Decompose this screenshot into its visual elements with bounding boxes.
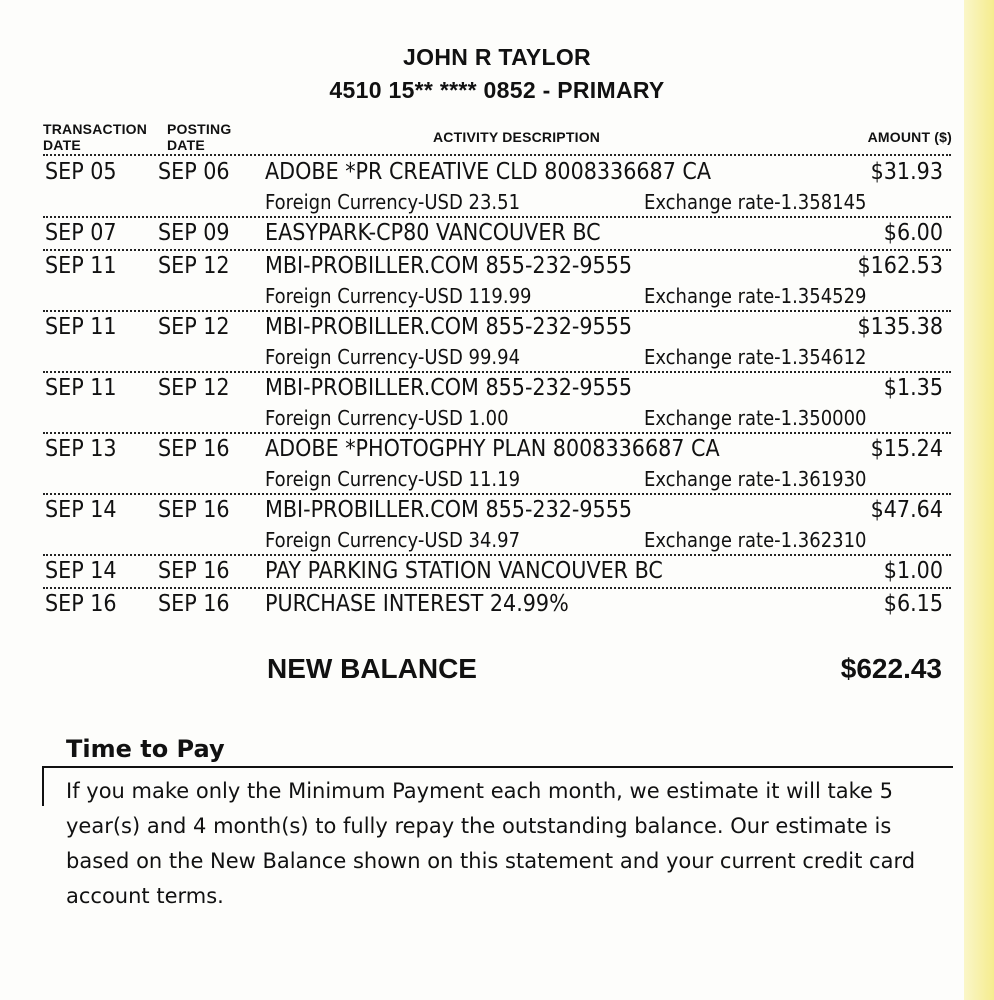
amount: $6.00 bbox=[883, 220, 943, 246]
transaction-row bbox=[0, 434, 994, 495]
transaction-date: SEP 14 bbox=[45, 558, 117, 584]
transaction-main-line bbox=[0, 218, 994, 251]
time-to-pay-text: If you make only the Minimum Payment each month, we estimate it will take 5 year(s) and 4 month(s) to fully repay the outstanding balance. Our estimate is based on the New Balance shown on this statement and your current credit card account terms. bbox=[66, 779, 916, 908]
time-to-pay-title: Time to Pay bbox=[66, 735, 225, 763]
new-balance-amount: $622.43 bbox=[840, 653, 942, 684]
foreign-currency-line bbox=[0, 190, 994, 218]
amount: $162.53 bbox=[857, 253, 943, 279]
foreign-currency: Foreign Currency-USD 119.99 bbox=[265, 284, 532, 308]
transaction-date: SEP 14 bbox=[45, 497, 117, 523]
transaction-main-line bbox=[0, 157, 994, 190]
posting-date: SEP 16 bbox=[158, 436, 230, 462]
amount: $15.24 bbox=[870, 436, 943, 462]
posting-date: SEP 12 bbox=[158, 253, 230, 279]
activity-description: PAY PARKING STATION VANCOUVER BC bbox=[265, 558, 663, 584]
header-divider bbox=[43, 154, 951, 156]
header-text: TRANSACTION bbox=[43, 121, 148, 137]
transaction-row bbox=[0, 251, 994, 312]
foreign-currency-line bbox=[0, 528, 994, 556]
foreign-currency: Foreign Currency-USD 99.94 bbox=[265, 345, 521, 369]
transaction-main-line bbox=[0, 495, 994, 528]
posting-date: SEP 16 bbox=[158, 497, 230, 523]
amount: $6.15 bbox=[883, 591, 943, 617]
activity-description: MBI-PROBILLER.COM 855-232-9555 bbox=[265, 314, 633, 340]
exchange-rate: Exchange rate-1.361930 bbox=[644, 467, 867, 491]
column-header-posting-date bbox=[167, 121, 231, 153]
transaction-main-line bbox=[0, 434, 994, 467]
transaction-date: SEP 11 bbox=[45, 253, 117, 279]
transaction-row bbox=[0, 373, 994, 434]
header-text: DATE bbox=[43, 137, 81, 153]
transaction-list bbox=[0, 157, 994, 622]
transaction-main-line bbox=[0, 589, 994, 622]
cardholder-name: JOHN R TAYLOR bbox=[403, 44, 591, 70]
transaction-row bbox=[0, 495, 994, 556]
activity-description: ADOBE *PR CREATIVE CLD 8008336687 CA bbox=[265, 159, 712, 185]
activity-description: MBI-PROBILLER.COM 855-232-9555 bbox=[265, 253, 633, 279]
new-balance-label: NEW BALANCE bbox=[267, 653, 477, 684]
transaction-date: SEP 16 bbox=[45, 591, 117, 617]
amount: $135.38 bbox=[857, 314, 943, 340]
posting-date: SEP 16 bbox=[158, 591, 230, 617]
amount: $47.64 bbox=[870, 497, 943, 523]
foreign-currency: Foreign Currency-USD 1.00 bbox=[265, 406, 509, 430]
time-to-pay-bracket bbox=[42, 766, 44, 806]
foreign-currency-line bbox=[0, 284, 994, 312]
posting-date: SEP 06 bbox=[158, 159, 230, 185]
exchange-rate: Exchange rate-1.358145 bbox=[644, 190, 867, 214]
exchange-rate: Exchange rate-1.350000 bbox=[644, 406, 867, 430]
amount: $1.00 bbox=[883, 558, 943, 584]
foreign-currency: Foreign Currency-USD 11.19 bbox=[265, 467, 521, 491]
posting-date: SEP 12 bbox=[158, 375, 230, 401]
transaction-date: SEP 07 bbox=[45, 220, 117, 246]
transaction-row bbox=[0, 157, 994, 218]
posting-date: SEP 16 bbox=[158, 558, 230, 584]
transaction-main-line bbox=[0, 312, 994, 345]
foreign-currency-line bbox=[0, 406, 994, 434]
transaction-main-line bbox=[0, 251, 994, 284]
transaction-row bbox=[0, 312, 994, 373]
header-text: POSTING bbox=[167, 121, 232, 137]
time-to-pay-rule bbox=[42, 766, 953, 768]
foreign-currency: Foreign Currency-USD 34.97 bbox=[265, 528, 521, 552]
amount: $1.35 bbox=[883, 375, 943, 401]
amount: $31.93 bbox=[870, 159, 943, 185]
foreign-currency-line bbox=[0, 345, 994, 373]
exchange-rate: Exchange rate-1.354612 bbox=[644, 345, 867, 369]
card-number: 4510 15** **** 0852 - PRIMARY bbox=[329, 77, 665, 103]
posting-date: SEP 09 bbox=[158, 220, 230, 246]
transaction-date: SEP 11 bbox=[45, 375, 117, 401]
activity-description: MBI-PROBILLER.COM 855-232-9555 bbox=[265, 375, 633, 401]
posting-date: SEP 12 bbox=[158, 314, 230, 340]
activity-description: EASYPARK-CP80 VANCOUVER BC bbox=[265, 220, 601, 246]
exchange-rate: Exchange rate-1.354529 bbox=[644, 284, 867, 308]
column-header-description: ACTIVITY DESCRIPTION bbox=[433, 129, 601, 145]
transaction-row bbox=[0, 556, 994, 589]
transaction-row bbox=[0, 218, 994, 251]
transaction-row bbox=[0, 589, 994, 622]
foreign-currency: Foreign Currency-USD 23.51 bbox=[265, 190, 521, 214]
transaction-date: SEP 11 bbox=[45, 314, 117, 340]
foreign-currency-line bbox=[0, 467, 994, 495]
transaction-main-line bbox=[0, 373, 994, 406]
activity-description: MBI-PROBILLER.COM 855-232-9555 bbox=[265, 497, 633, 523]
activity-description: PURCHASE INTEREST 24.99% bbox=[265, 591, 569, 617]
transaction-date: SEP 13 bbox=[45, 436, 117, 462]
column-header-transaction-date bbox=[43, 121, 147, 153]
header-text: DATE bbox=[167, 137, 205, 153]
column-header-amount: AMOUNT ($) bbox=[867, 129, 952, 145]
exchange-rate: Exchange rate-1.362310 bbox=[644, 528, 867, 552]
transaction-main-line bbox=[0, 556, 994, 589]
transaction-date: SEP 05 bbox=[45, 159, 117, 185]
activity-description: ADOBE *PHOTOGPHY PLAN 8008336687 CA bbox=[265, 436, 720, 462]
